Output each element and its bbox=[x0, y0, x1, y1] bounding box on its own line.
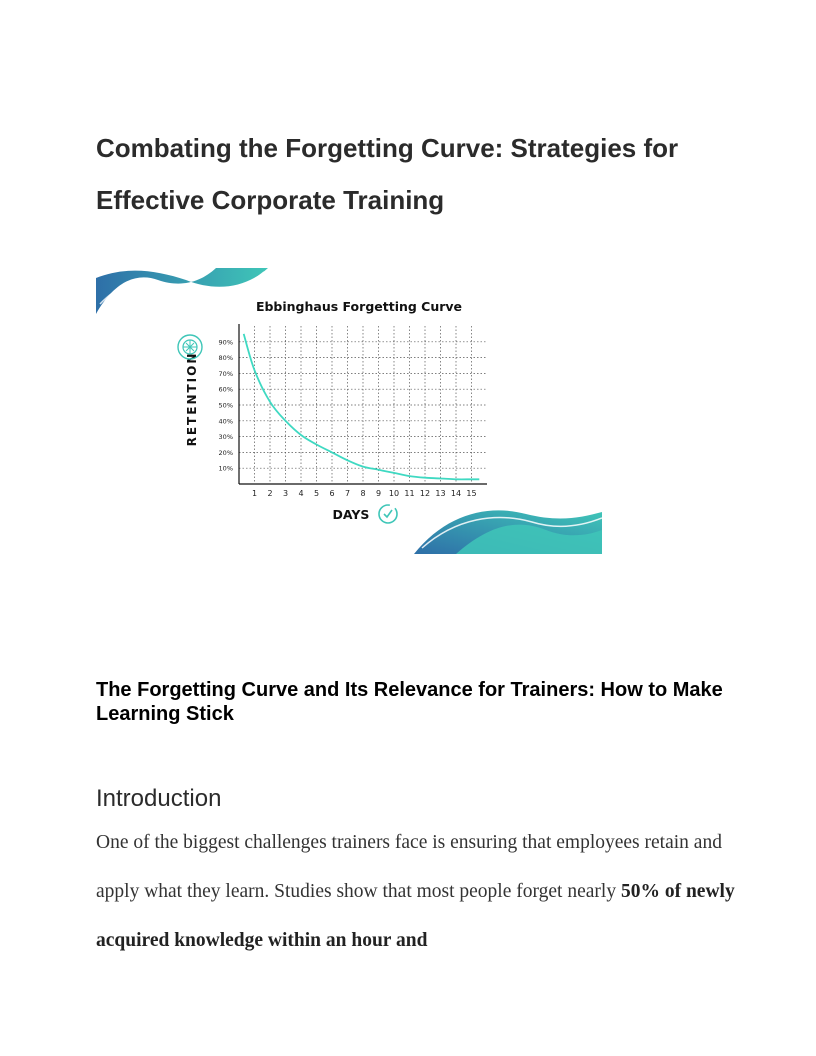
x-tick-label: 4 bbox=[298, 489, 304, 498]
section-subheading: The Forgetting Curve and Its Relevance for Trainers: How to Make Learning Stick bbox=[96, 679, 723, 725]
introduction-heading: Introduction bbox=[96, 785, 222, 812]
clock-icon bbox=[379, 505, 397, 523]
y-tick-label: 70% bbox=[218, 369, 233, 378]
x-tick-label: 2 bbox=[267, 489, 273, 498]
y-tick-label: 10% bbox=[218, 464, 233, 473]
intro-bold-text: 50% of newly acquired knowledge within an hour and bbox=[96, 881, 735, 951]
x-tick-label: 8 bbox=[360, 489, 366, 498]
y-tick-label: 90% bbox=[218, 338, 233, 347]
y-tick-label: 60% bbox=[218, 385, 233, 394]
intro-text: One of the biggest challenges trainers face is ensuring that employees retain and apply what they learn. Studies show that most people forget nearly bbox=[96, 832, 722, 902]
x-axis-label: DAYS bbox=[332, 507, 370, 522]
x-tick-label: 14 bbox=[450, 489, 462, 498]
forgetting-curve-chart bbox=[96, 268, 602, 554]
document-title: Combating the Forgetting Curve: Strategies for Effective Corporate Training bbox=[96, 133, 679, 215]
y-axis-label: RETENTION bbox=[185, 351, 199, 447]
y-tick-label: 20% bbox=[218, 448, 233, 457]
x-tick-label: 12 bbox=[419, 489, 431, 498]
x-tick-label: 9 bbox=[375, 489, 382, 498]
x-tick-label: 13 bbox=[435, 489, 446, 498]
decorative-wave-top-left bbox=[96, 268, 268, 314]
chart-curve bbox=[244, 334, 480, 479]
x-tick-label: 10 bbox=[388, 489, 400, 498]
x-tick-label: 6 bbox=[329, 489, 335, 498]
introduction-paragraph bbox=[96, 818, 736, 965]
retention-curve-line bbox=[244, 334, 480, 479]
x-tick-label: 5 bbox=[313, 489, 320, 498]
chart-title: Ebbinghaus Forgetting Curve bbox=[255, 299, 463, 314]
y-tick-label: 80% bbox=[218, 354, 233, 363]
y-tick-label: 40% bbox=[218, 417, 233, 426]
y-tick-label: 30% bbox=[218, 433, 233, 442]
x-tick-label: 11 bbox=[404, 489, 415, 498]
forgetting-curve-figure bbox=[96, 268, 602, 554]
chart-grid bbox=[239, 326, 487, 484]
x-tick-label: 3 bbox=[282, 489, 289, 498]
y-tick-label: 50% bbox=[218, 401, 233, 410]
x-tick-label: 7 bbox=[344, 489, 351, 498]
x-tick-label: 1 bbox=[251, 489, 258, 498]
decorative-wave-bottom-right bbox=[414, 510, 602, 554]
x-tick-label: 15 bbox=[466, 489, 477, 498]
